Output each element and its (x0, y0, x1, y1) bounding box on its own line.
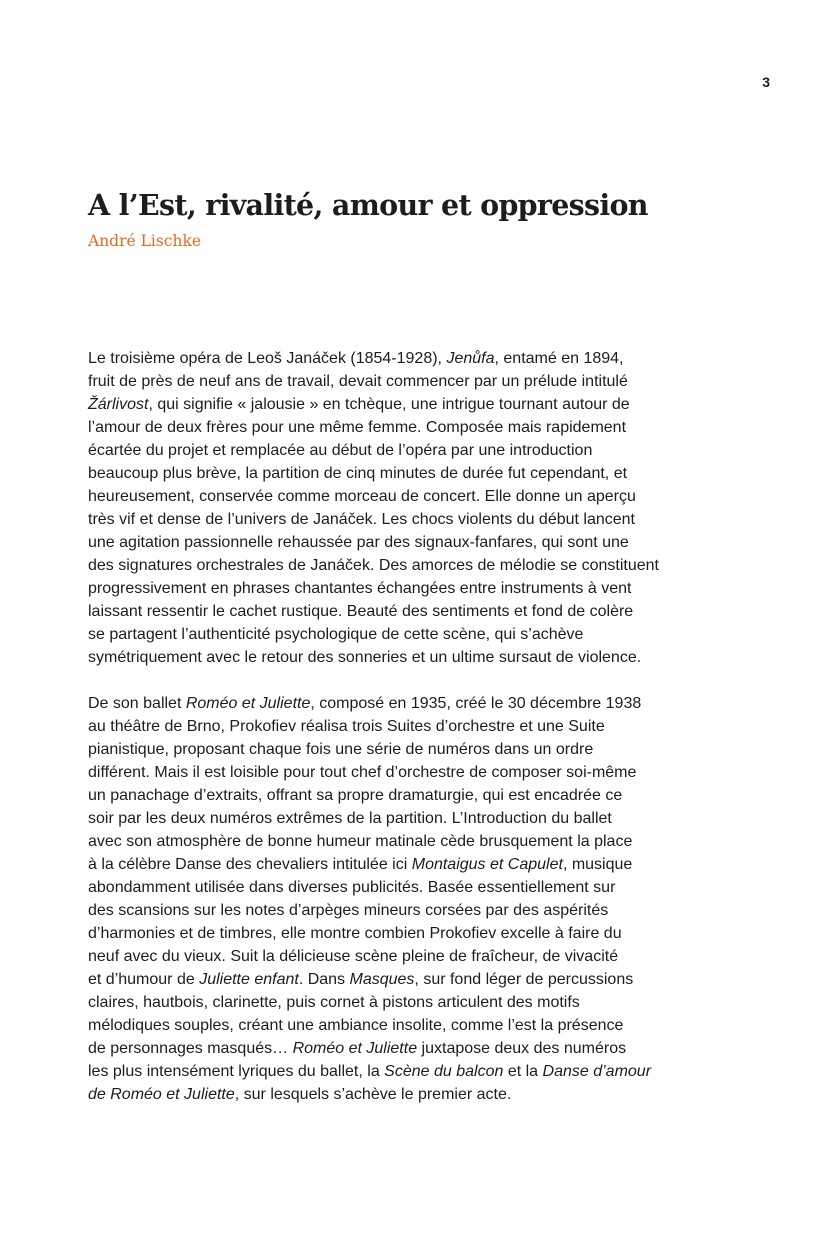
text-line (88, 784, 748, 807)
text-run: au théâtre de Brno, Prokofiev réalisa trois Suites d’orchestre et une Suite (88, 717, 605, 735)
italic-text: Masques (349, 970, 415, 988)
text-line (88, 1037, 748, 1060)
text-run: se partagent l’authenticité psychologique de cette scène, qui s’achève (88, 626, 584, 643)
text-run: progressivement en phrases chantantes échangées entre instruments à vent (88, 580, 632, 597)
paragraph (88, 692, 748, 1106)
italic-text: Roméo et Juliette (185, 694, 311, 712)
text-line (88, 968, 748, 991)
text-line (88, 600, 748, 623)
text-line (88, 1014, 748, 1037)
italic-text: Jenůfa (446, 350, 495, 367)
text-run: beaucoup plus brève, la partition de cinq minutes de durée fut cependant, et (88, 465, 628, 482)
text-run: à la célèbre Danse des chevaliers intitulée ici (88, 855, 412, 873)
text-line (88, 945, 748, 968)
text-run: une agitation passionnelle rehaussée par des signaux-fanfares, qui sont une (88, 534, 629, 551)
text-run: les plus intensément lyriques du ballet, la (88, 1062, 385, 1080)
text-line (88, 1083, 748, 1106)
text-run: claires, hautbois, clarinette, puis cornet à pistons articulent des motifs (88, 993, 580, 1011)
text-line (88, 531, 748, 554)
text-line (88, 830, 748, 853)
text-run: d’harmonies et de timbres, elle montre combien Prokofiev excelle à faire du (88, 924, 622, 942)
italic-text: Montaigus et Capulet (411, 855, 563, 873)
text-line (88, 462, 748, 485)
text-run: des scansions sur les notes d’arpèges mineurs corsées par des aspérités (88, 901, 609, 919)
text-run: écartée du projet et remplacée au début de l’opéra par une introduction (88, 442, 593, 459)
text-line (88, 370, 748, 393)
text-line (88, 646, 748, 669)
article-author: André Lischke (88, 232, 202, 250)
paragraph (88, 347, 748, 669)
text-run: l’amour de deux frères pour une même femme. Composée mais rapidement (88, 419, 627, 436)
text-run: de personnages masqués… (88, 1039, 293, 1057)
text-line (88, 508, 748, 531)
text-line (88, 347, 748, 370)
page-number: 3 (762, 74, 770, 90)
italic-text: de Roméo et Juliette (88, 1085, 235, 1103)
text-line (88, 899, 748, 922)
italic-text: Danse d’amour (542, 1062, 652, 1080)
text-run: , qui signifie « jalousie » en tchèque, une intrigue tournant autour de (148, 396, 630, 413)
text-run: fruit de près de neuf ans de travail, devait commencer par un prélude intitulé (88, 373, 628, 390)
text-run: et d’humour de (88, 970, 200, 988)
text-line (88, 853, 748, 876)
text-run: très vif et dense de l’univers de Janáček. Les chocs violents du début lancent (88, 511, 635, 528)
text-run: symétriquement avec le retour des sonneries et un ultime sursaut de violence. (88, 649, 642, 666)
text-run: heureusement, conservée comme morceau de concert. Elle donne un aperçu (88, 488, 636, 505)
text-line (88, 991, 748, 1014)
italic-text: Scène du balcon (384, 1062, 504, 1080)
text-run: , musique (562, 855, 633, 873)
text-run: , composé en 1935, créé le 30 décembre 1938 (310, 694, 642, 712)
text-run: neuf avec du vieux. Suit la délicieuse scène pleine de fraîcheur, de vivacité (88, 947, 619, 965)
text-run: et la (503, 1062, 543, 1080)
text-run: Le troisième opéra de Leoš Janáček (1854-1928), (88, 350, 447, 367)
text-line (88, 715, 748, 738)
text-line (88, 485, 748, 508)
text-run: laissant ressentir le cachet rustique. Beauté des sentiments et fond de colère (88, 603, 634, 620)
text-line (88, 876, 748, 899)
text-run: différent. Mais il est loisible pour tout chef d’orchestre de composer soi-même (88, 763, 637, 781)
text-run: soir par les deux numéros extrêmes de la partition. L’Introduction du ballet (88, 809, 612, 827)
text-run: un panachage d’extraits, offrant sa propre dramaturgie, qui est encadrée ce (88, 786, 623, 804)
text-line (88, 692, 748, 715)
text-line (88, 807, 748, 830)
text-line (88, 393, 748, 416)
text-line (88, 577, 748, 600)
article-body (88, 347, 748, 1128)
text-run: pianistique, proposant chaque fois une série de numéros dans un ordre (88, 740, 594, 758)
text-line (88, 922, 748, 945)
article-title: A l’Est, rivalité, amour et oppression (88, 188, 648, 222)
italic-text: Juliette enfant (199, 970, 299, 988)
text-line (88, 439, 748, 462)
text-line (88, 761, 748, 784)
text-run: , sur fond léger de percussions (414, 970, 634, 988)
text-run: De son ballet (88, 694, 186, 712)
text-run: , entamé en 1894, (494, 350, 624, 367)
text-line (88, 623, 748, 646)
text-line (88, 1060, 748, 1083)
text-line (88, 416, 748, 439)
text-run: juxtapose deux des numéros (417, 1039, 627, 1057)
text-run: avec son atmosphère de bonne humeur matinale cède brusquement la place (88, 832, 633, 850)
italic-text: Roméo et Juliette (292, 1039, 418, 1057)
text-line (88, 554, 748, 577)
text-run: . Dans (298, 970, 350, 988)
text-run: mélodiques souples, créant une ambiance insolite, comme l’est la présence (88, 1016, 624, 1034)
text-run: abondamment utilisée dans diverses publicités. Basée essentiellement sur (88, 878, 616, 896)
text-run: des signatures orchestrales de Janáček. Des amorces de mélodie se constituent (88, 557, 659, 574)
text-line (88, 738, 748, 761)
text-run: , sur lesquels s’achève le premier acte. (234, 1085, 512, 1103)
italic-text: Žárlivost (88, 396, 149, 413)
